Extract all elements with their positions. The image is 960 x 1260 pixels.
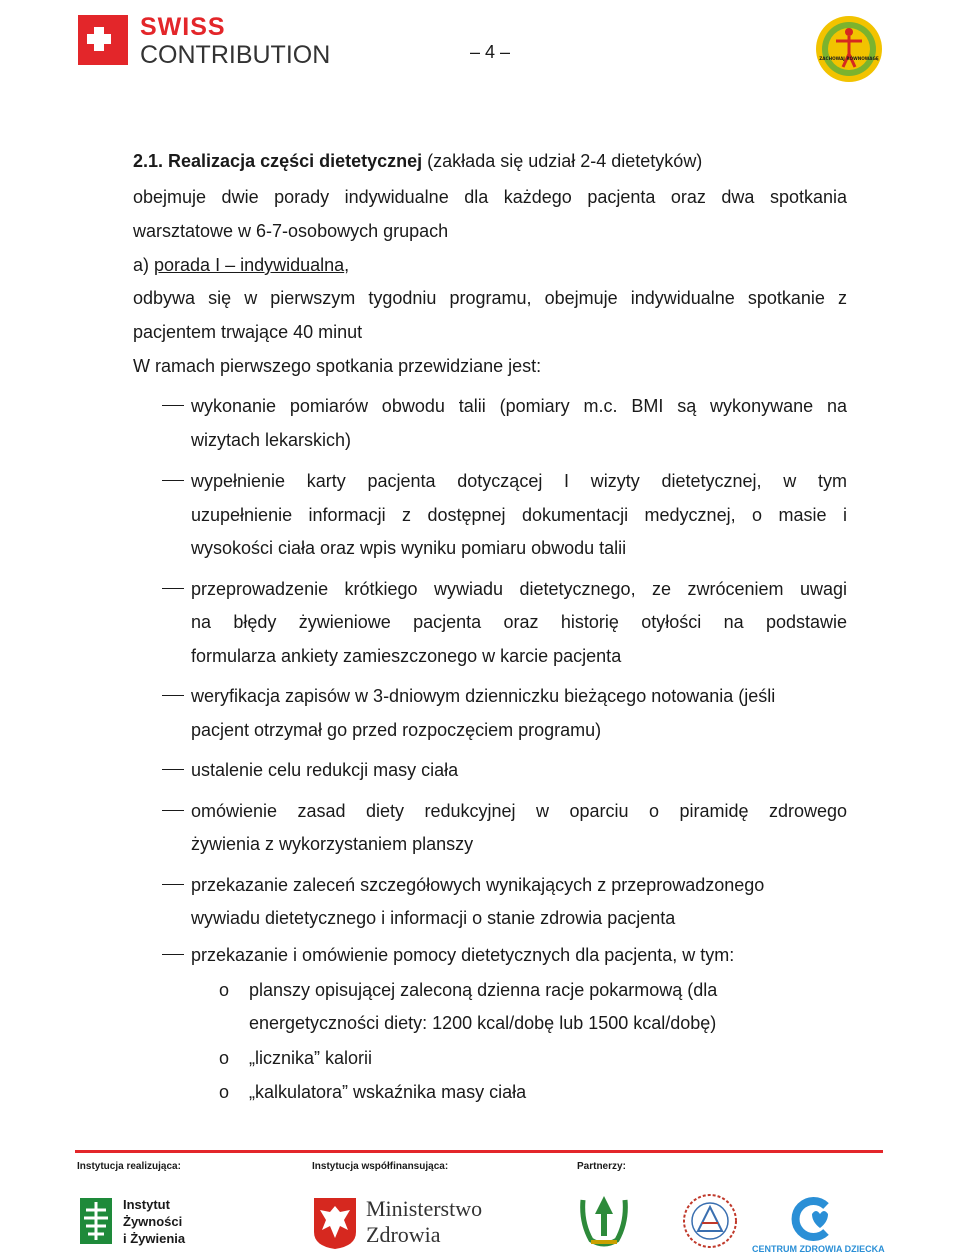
swiss-contribution-logo — [78, 13, 338, 73]
dash-bullet-icon — [162, 954, 184, 955]
page-number: – 4 – — [470, 42, 511, 62]
bullet-8-line-1: przekazanie i omówienie pomocy dietetycznych dla pacjenta, w tym: — [191, 945, 735, 965]
bullet-4-line-2: pacjent otrzymał go przed rozpoczęciem programu) — [191, 720, 602, 740]
ize-logo-text: Instytut Żywności i Żywienia — [123, 1197, 186, 1246]
bullet-1-line-2: wizytach lekarskich) — [191, 430, 352, 450]
paragraph-2: W ramach pierwszego spotkania przewidziane jest: — [133, 356, 542, 376]
logo-swiss-text: SWISS — [140, 13, 226, 41]
sub-bullet-marker: o — [219, 980, 230, 1000]
partner-emblem-icon — [577, 1192, 631, 1250]
logo-contribution-text: CONTRIBUTION — [140, 41, 331, 69]
sub-bullet-1-line-2: energetyczności diety: 1200 kcal/dobę lub 1500 kcal/dobę) — [249, 1013, 717, 1033]
footer-label-implementing: Instytucja realizująca: — [77, 1161, 181, 1172]
section-heading-line — [133, 150, 702, 172]
czd-logo-text: CENTRUM ZDROWIA DZIECKA — [752, 1244, 885, 1254]
dietetics-society-seal-icon — [682, 1193, 738, 1249]
paragraph-1-line-1: odbywa się w pierwszym tygodniu programu, obejmuje indywidualne spotkanie z — [133, 288, 847, 308]
section-intro: (zakłada się udział 2-4 dietetyków) — [422, 151, 703, 171]
dash-bullet-icon — [162, 405, 184, 406]
sub-bullet-marker: o — [219, 1048, 230, 1068]
bullet-3-line-2: na błędy żywieniowe pacjenta oraz historię otyłości na podstawie — [191, 612, 847, 632]
sub-bullet-2: „licznika” kalorii — [249, 1048, 373, 1068]
bullet-6-line-1: omówienie zasad diety redukcyjnej w oparciu o piramidę zdrowego — [191, 801, 847, 821]
sub-bullet-1-line-1: planszy opisującej zaleconą dzienna racje pokarmową (dla — [249, 980, 718, 1000]
bullet-7-line-1: przekazanie zaleceń szczegółowych wynikających z przeprowadzonego — [191, 875, 765, 895]
section-line-2: obejmuje dwie porady indywidualne dla każdego pacjenta oraz dwa spotkania — [133, 187, 847, 207]
bullet-2-line-1: wypełnienie karty pacjenta dotyczącej I wizyty dietetycznej, w tym — [191, 471, 847, 491]
polish-eagle-emblem-icon — [312, 1196, 358, 1250]
footer-label-partners: Partnerzy: — [577, 1161, 626, 1172]
bullet-2-line-2: uzupełnienie informacji z dostępnej dokumentacji medycznej, o masie i — [191, 505, 847, 525]
section-title: 2.1. Realizacja części dietetycznej — [133, 151, 423, 171]
bullet-1-line-1: wykonanie pomiarów obwodu talii (pomiary m.c. BMI są wykonywane na — [191, 396, 847, 416]
subsection-a: a) porada I – indywidualna, — [133, 255, 350, 275]
bullet-3-line-3: formularza ankiety zamieszczonego w karcie pacjenta — [191, 646, 622, 666]
dash-bullet-icon — [162, 695, 184, 696]
sub-bullet-3: „kalkulatora” wskaźnika masy ciała — [249, 1082, 527, 1102]
bullet-3-line-1: przeprowadzenie krótkiego wywiadu dietetycznego, ze zwróceniem uwagi — [191, 579, 847, 599]
dash-bullet-icon — [162, 769, 184, 770]
sub-bullet-marker: o — [219, 1082, 230, 1102]
dash-bullet-icon — [162, 588, 184, 589]
bullet-6-line-2: żywienia z wykorzystaniem planszy — [191, 834, 474, 854]
footer-divider — [75, 1150, 883, 1153]
ministry-of-health-text: Ministerstwo Zdrowia — [366, 1196, 483, 1247]
bullet-4-line-1: weryfikacja zapisów w 3-dniowym dzienniczku bieżącego notowania (jeśli — [191, 686, 776, 706]
bullet-2-line-3: wysokości ciała oraz wpis wyniku pomiaru obwodu talii — [191, 538, 627, 558]
bullet-7-line-2: wywiadu dietetycznego i informacji o stanie zdrowia pacjenta — [191, 908, 676, 928]
ize-logo-icon — [78, 1196, 114, 1246]
badge-text: ZACHOWAJ RÓWNOWAGĘ — [819, 56, 879, 61]
footer-label-cofinancing: Instytucja współfinansująca: — [312, 1161, 449, 1172]
zachowaj-rownowage-badge-icon — [814, 14, 884, 84]
swiss-flag-icon — [78, 15, 128, 65]
paragraph-1-line-2: pacjentem trwające 40 minut — [133, 322, 363, 342]
czd-logo-icon — [786, 1196, 838, 1242]
dash-bullet-icon — [162, 480, 184, 481]
dash-bullet-icon — [162, 884, 184, 885]
dash-bullet-icon — [162, 810, 184, 811]
section-line-3: warsztatowe w 6-7-osobowych grupach — [133, 221, 449, 241]
bullet-5-line-1: ustalenie celu redukcji masy ciała — [191, 760, 459, 780]
subsection-a-title: porada I – indywidualna — [154, 255, 345, 275]
